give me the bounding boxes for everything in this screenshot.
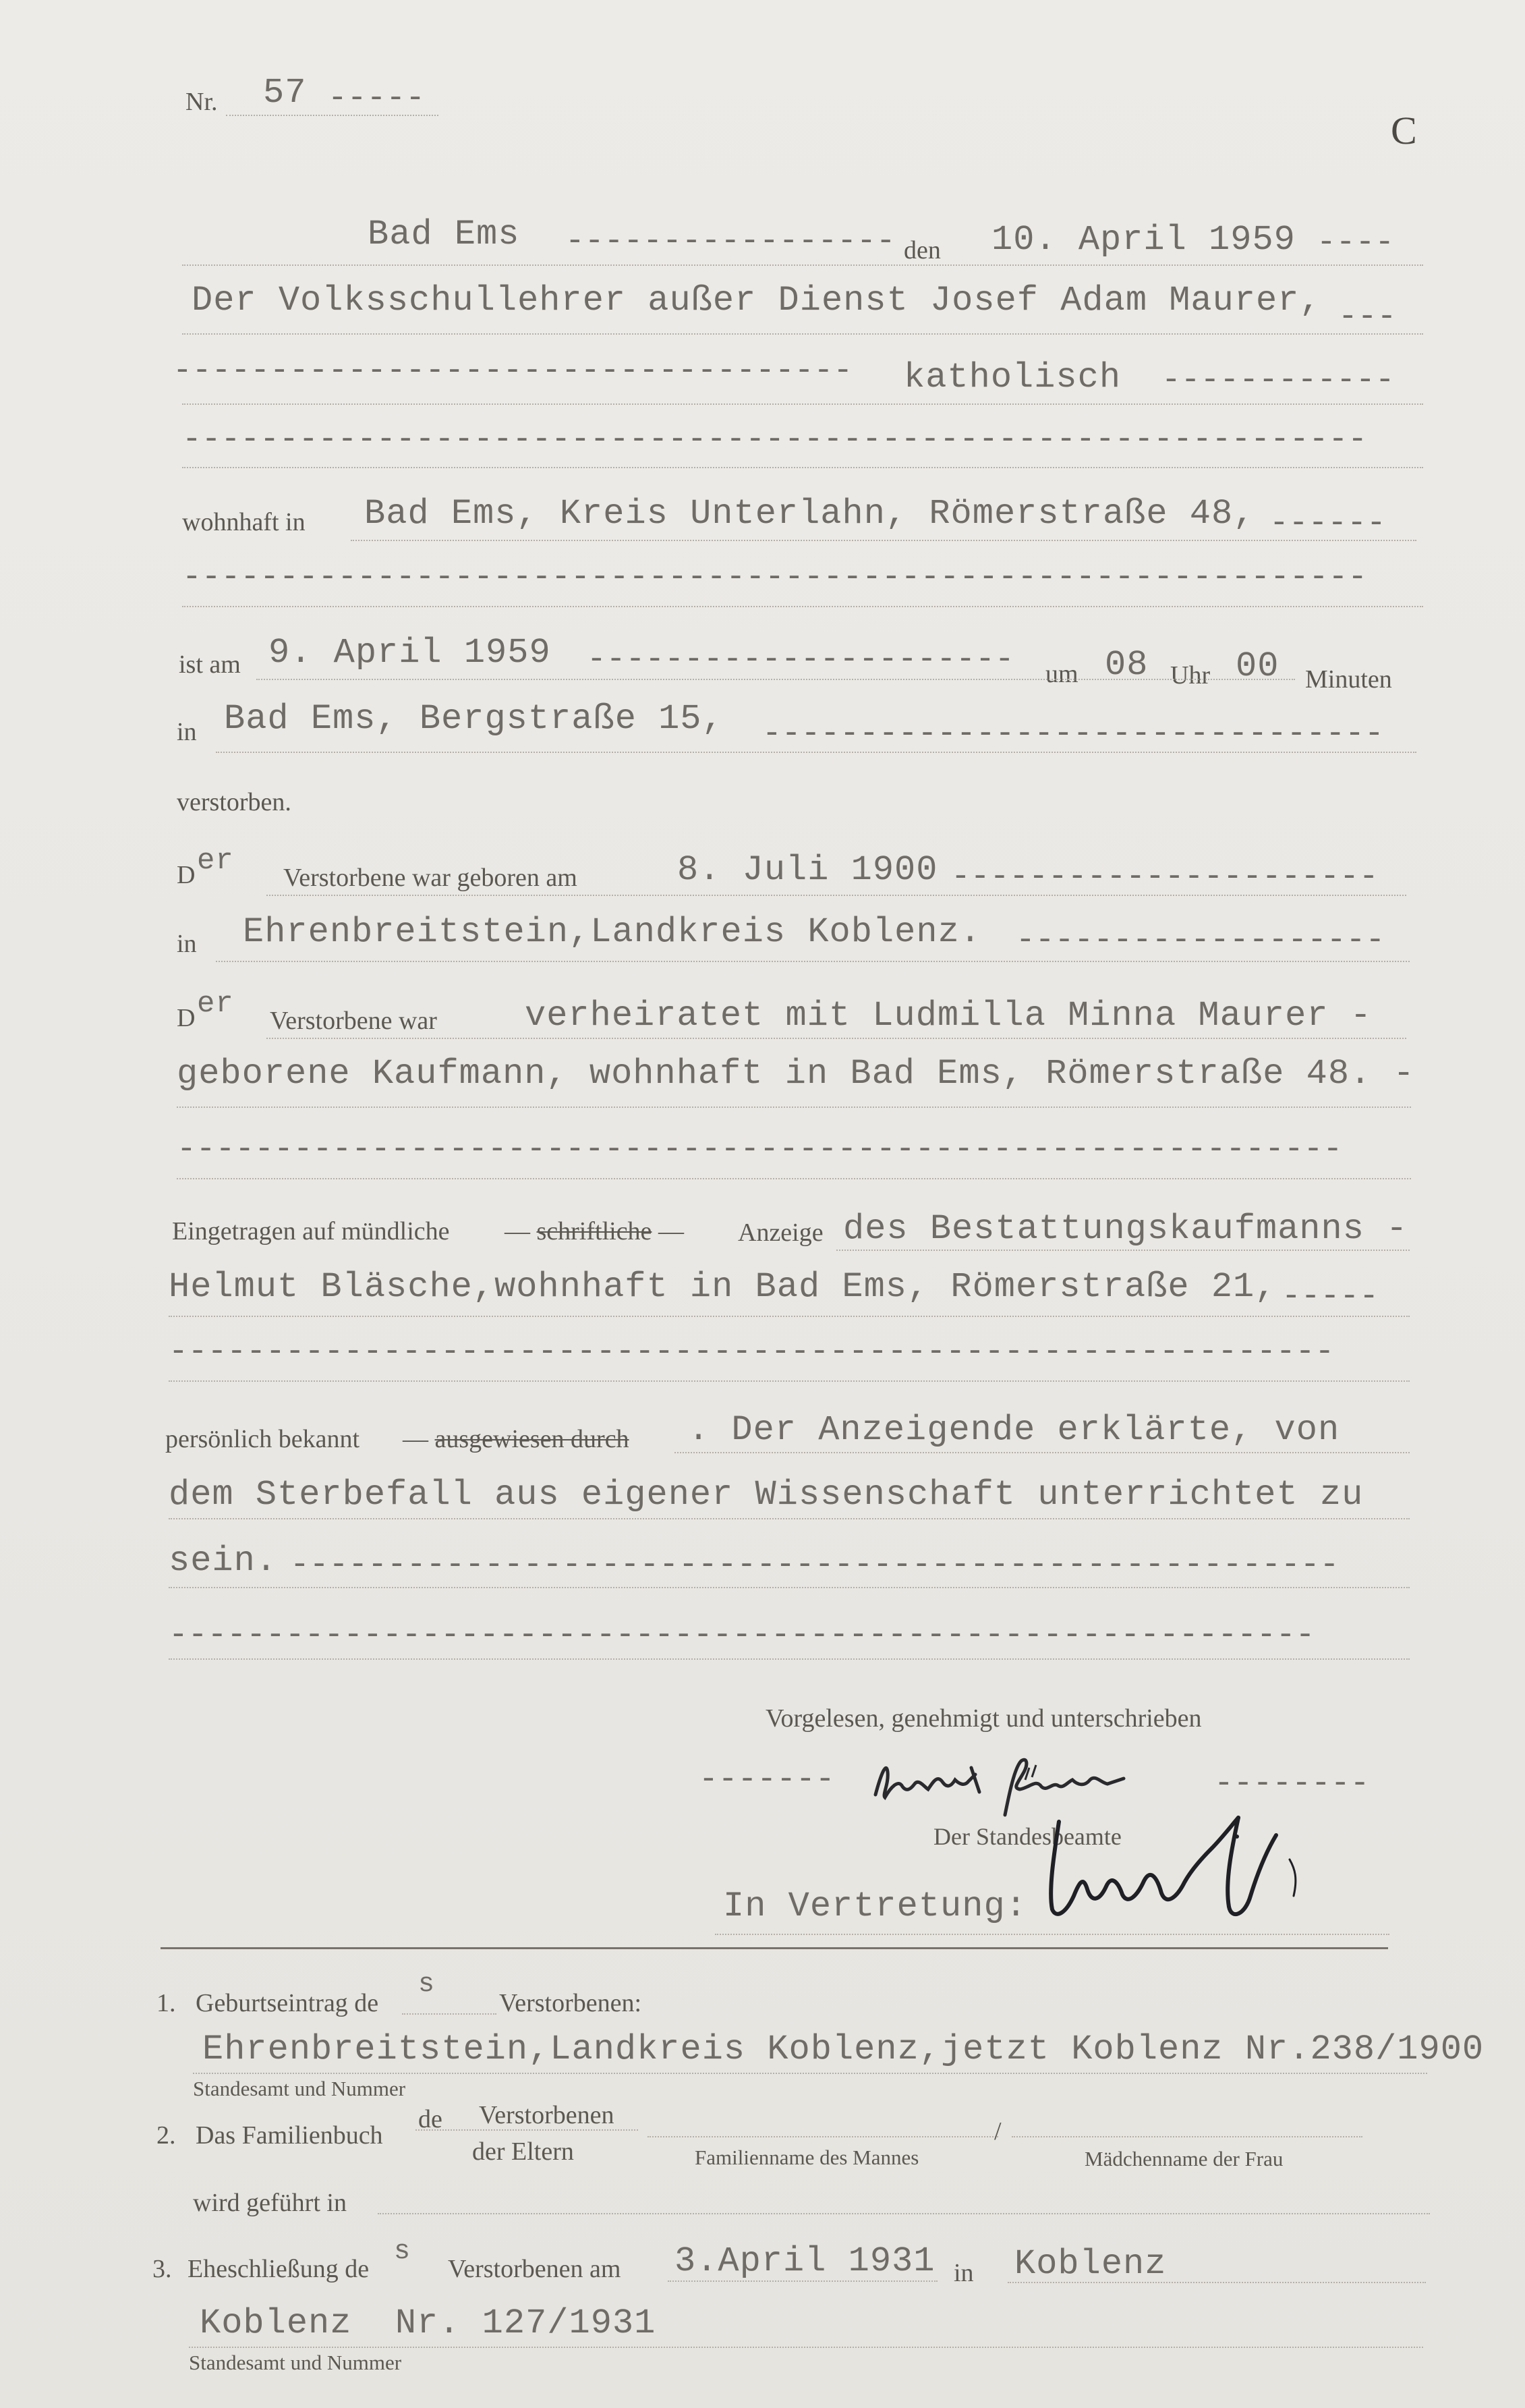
minuten-label: Minuten	[1305, 665, 1392, 694]
dotted-line	[715, 1934, 1389, 1935]
religion: katholisch	[904, 358, 1122, 397]
dotted-line	[182, 606, 1423, 607]
dash-fill: ----	[1317, 227, 1395, 259]
dotted-line	[182, 467, 1423, 468]
dotted-line	[193, 2073, 1427, 2074]
dotted-line	[1008, 2282, 1426, 2283]
dash-fill: ----------------------	[951, 861, 1379, 893]
read-approved-label: Vorgelesen, genehmigt und unterschrieben	[766, 1704, 1202, 1733]
uhr-label: Uhr	[1170, 661, 1211, 690]
death-minute: 00	[1236, 646, 1279, 686]
dotted-line	[226, 115, 438, 116]
identity-line-1: . Der Anzeigende erklärte, von	[688, 1410, 1340, 1450]
section-divider	[161, 1947, 1388, 1949]
um-label: um	[1045, 660, 1078, 688]
report-label-b: Anzeige	[738, 1219, 824, 1247]
marital-prefix-suffix: er	[197, 987, 234, 1021]
dotted-line	[177, 1107, 1411, 1108]
marital-line-1: verheiratet mit Ludmilla Minna Maurer -	[525, 996, 1372, 1036]
death-hour: 08	[1105, 645, 1149, 685]
residence: Bad Ems, Kreis Unterlahn, Römerstraße 48,	[364, 494, 1255, 534]
item2-wife-label: Mädchenname der Frau	[1085, 2147, 1284, 2171]
report-line-2: Helmut Bläsche,wohnhaft in Bad Ems, Römerstraße 21,	[169, 1267, 1277, 1307]
item3-number: 3.	[152, 2255, 172, 2283]
dotted-line	[415, 2129, 638, 2131]
item2-option-parents: der Eltern	[472, 2137, 574, 2166]
den-label: den	[904, 236, 941, 264]
dotted-line	[169, 1658, 1410, 1660]
dotted-line	[674, 1452, 1410, 1453]
dotted-line	[402, 2013, 496, 2015]
birth-place-in-label: in	[177, 930, 197, 958]
death-place: Bad Ems, Bergstraße 15,	[224, 699, 724, 739]
item3-in-label: in	[954, 2259, 974, 2287]
item2-number: 2.	[156, 2121, 176, 2150]
dotted-line	[256, 679, 1295, 680]
dotted-line	[189, 2347, 1423, 2348]
birth-prefix: D	[177, 861, 196, 889]
struck-option: schriftliche	[536, 1217, 652, 1245]
item3-registry: Koblenz Nr. 127/1931	[200, 2303, 656, 2343]
deputy-label: In Vertretung:	[723, 1886, 1027, 1926]
item1-label-a: Geburtseintrag de	[196, 1989, 379, 2017]
dotted-line	[648, 2136, 998, 2137]
item2-de: de	[418, 2105, 442, 2133]
dotted-line	[169, 1587, 1410, 1588]
identity-line-2: dem Sterbefall aus eigener Wissenschaft unterrichtet zu	[169, 1475, 1364, 1515]
dotted-line	[836, 1250, 1410, 1251]
dash-fill: -------	[699, 1764, 835, 1796]
dash-fill: ---	[1338, 301, 1397, 333]
dotted-line	[169, 1518, 1410, 1519]
dash-fill: ------------	[1161, 364, 1395, 397]
deceased-name-line: Der Volksschullehrer außer Dienst Josef Adam Maurer,	[192, 281, 1321, 320]
item3-date: 3.April 1931	[674, 2241, 936, 2281]
death-date: 9. April 1959	[268, 633, 551, 673]
struck-option: ausgewiesen durch	[434, 1425, 629, 1453]
item1-sup: s	[418, 1969, 436, 2000]
dash-fill: -----------------------------------------------------------	[169, 1619, 1315, 1652]
item1-standesamt-label: Standesamt und Nummer	[193, 2077, 406, 2100]
dash-fill: ------------------------------------------------------------	[177, 1133, 1343, 1166]
item2-label: Das Familienbuch	[196, 2121, 383, 2150]
dotted-line	[266, 895, 1406, 896]
dash-fill: ------	[1269, 507, 1386, 540]
birth-prefix-suffix: er	[197, 844, 234, 878]
dotted-line	[351, 540, 1416, 541]
identity-label-struck: — ausgewiesen durch	[403, 1425, 629, 1453]
marital-prefix: D	[177, 1004, 196, 1032]
report-label-a: Eingetragen auf mündliche	[172, 1217, 450, 1245]
place: Bad Ems	[368, 215, 520, 254]
item3-sup: s	[394, 2237, 411, 2267]
item2-slash: /	[994, 2117, 1002, 2146]
residence-label: wohnhaft in	[182, 508, 306, 536]
death-place-in-label: in	[177, 718, 197, 746]
dash-fill: ------------------------------------------------------------	[169, 1336, 1335, 1368]
registrar-label: Der Standesbeamte	[933, 1823, 1122, 1850]
dotted-line	[216, 752, 1416, 753]
dash-fill: -----------------	[565, 225, 896, 258]
dash-fill: -------------------------------------------------------------	[182, 561, 1368, 594]
document-date: 10. April 1959	[991, 220, 1296, 260]
item2-option-deceased: Verstorbenen	[479, 2101, 614, 2129]
marital-line-2: geborene Kaufmann, wohnhaft in Bad Ems, Römerstraße 48. -	[177, 1054, 1415, 1094]
birth-label: Verstorbene war geboren am	[283, 864, 577, 892]
nr-label: Nr.	[185, 88, 218, 116]
item3-label-a: Eheschließung de	[188, 2255, 370, 2283]
dash-fill: -------------------------------------------------------------	[182, 424, 1368, 456]
verstorben-label: verstorben.	[177, 788, 291, 816]
nr-value: 57	[263, 73, 307, 113]
registrar-signature	[1039, 1795, 1322, 1930]
dotted-line	[169, 1380, 1410, 1382]
item3-place: Koblenz	[1014, 2244, 1167, 2284]
birth-date: 8. Juli 1900	[677, 850, 938, 890]
dash-fill: -----	[1282, 1281, 1379, 1313]
dotted-line	[177, 1178, 1411, 1179]
identity-line-3: sein.	[169, 1541, 278, 1581]
dotted-line	[182, 264, 1423, 266]
item1-label-b: Verstorbenen:	[499, 1989, 642, 2017]
dash-fill: ----------------------	[587, 644, 1014, 676]
marital-label: Verstorbene war	[270, 1007, 437, 1035]
dash-fill: -----------------------------------	[173, 355, 853, 387]
dash-fill: -------------------	[1016, 924, 1385, 957]
item2-husband-label: Familienname des Mannes	[695, 2146, 919, 2169]
identity-label-a: persönlich bekannt	[165, 1425, 360, 1453]
dotted-line	[182, 403, 1423, 405]
item2-kept-label: wird geführt in	[193, 2189, 347, 2217]
dash-fill: ------------------------------------------------------	[290, 1549, 1340, 1581]
item3-label-b: Verstorbenen am	[448, 2255, 621, 2283]
dotted-line	[266, 1038, 1406, 1039]
dotted-line	[169, 1316, 1410, 1317]
dotted-line	[378, 2213, 1430, 2214]
dotted-line	[1012, 2136, 1362, 2137]
dash-fill: -----	[328, 82, 426, 115]
death-date-label: ist am	[179, 650, 241, 679]
corner-letter: C	[1391, 109, 1417, 152]
birth-place: Ehrenbreitstein,Landkreis Koblenz.	[243, 912, 981, 952]
dash-fill: --------------------------------	[762, 718, 1384, 750]
report-label-struck: — schriftliche —	[505, 1217, 684, 1245]
dotted-line	[668, 2280, 938, 2282]
dotted-line	[216, 961, 1410, 962]
dotted-line	[182, 333, 1423, 335]
dash-fill: --------	[1214, 1768, 1370, 1800]
report-line-1: des Bestattungskaufmanns -	[843, 1209, 1408, 1249]
item1-value: Ehrenbreitstein,Landkreis Koblenz,jetzt Koblenz Nr.238/1900	[202, 2029, 1485, 2069]
item1-number: 1.	[156, 1989, 176, 2017]
item3-standesamt-label: Standesamt und Nummer	[189, 2351, 402, 2374]
